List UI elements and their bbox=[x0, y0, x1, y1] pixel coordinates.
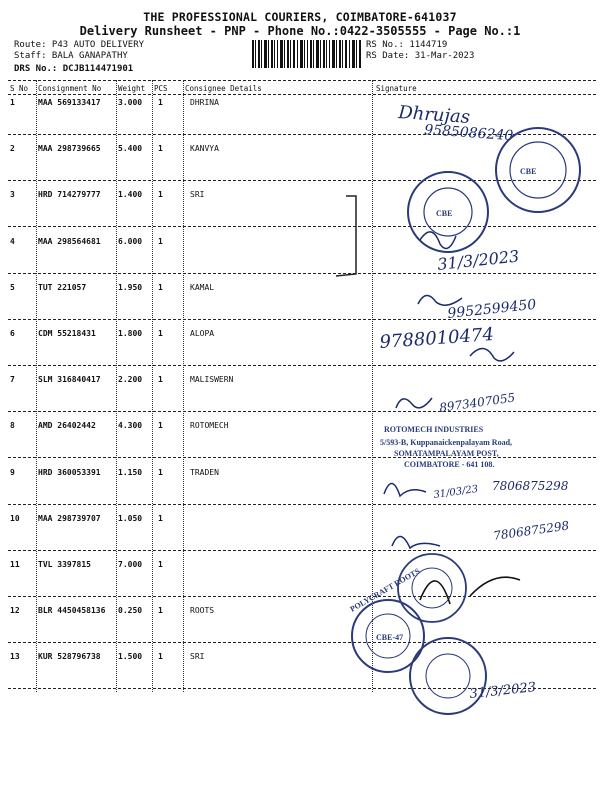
signature-dhrujas: Dhrujas bbox=[397, 102, 471, 128]
row-pcs: 1 bbox=[158, 190, 163, 199]
rs-number: RS No.: 1144719 bbox=[366, 40, 448, 50]
row-separator bbox=[8, 550, 596, 551]
row-weight: 1.800 bbox=[118, 329, 143, 338]
handwritten-phone: 9788010474 bbox=[378, 324, 495, 353]
col-header-sno: S No bbox=[10, 84, 29, 93]
row-sno: 6 bbox=[10, 329, 15, 338]
row-weight: 1.400 bbox=[118, 190, 143, 199]
row-weight: 1.500 bbox=[118, 652, 143, 661]
row-sno: 1 bbox=[10, 98, 15, 107]
staff-label: Staff: BALA GANAPATHY bbox=[14, 51, 128, 61]
row-sno: 9 bbox=[10, 468, 15, 477]
handwritten-date: 31/3/2023 bbox=[436, 246, 521, 274]
row-pcs: 1 bbox=[158, 329, 163, 338]
rotomech-stamp-line: 5/593-B, Kuppanaickenpalayam Road, bbox=[380, 438, 513, 447]
row-consignee: KANVYA bbox=[190, 144, 219, 153]
row-pcs: 1 bbox=[158, 237, 163, 246]
row-consignee: KAMAL bbox=[190, 283, 215, 292]
row-weight: 6.000 bbox=[118, 237, 143, 246]
row-weight: 5.400 bbox=[118, 144, 143, 153]
row-consignment-no: HRD 714279777 bbox=[38, 190, 101, 199]
row-pcs: 1 bbox=[158, 468, 163, 477]
col-header-signature: Signature bbox=[376, 84, 417, 93]
table-row bbox=[0, 237, 600, 283]
col-header-weight: Weight bbox=[118, 84, 146, 93]
col-header-consignment: Consignment No bbox=[38, 84, 102, 93]
rotomech-stamp-line: COIMBATORE - 641 108. bbox=[404, 460, 495, 469]
row-separator bbox=[8, 596, 596, 597]
drs-label: DRS No.: DCJB114471901 bbox=[14, 64, 134, 74]
handwritten-phone: 9585086240 bbox=[423, 122, 514, 145]
rotomech-stamp-line: SOMATAMPALAYAM POST, bbox=[394, 449, 499, 458]
row-consignment-no: SLM 316840417 bbox=[38, 375, 101, 384]
row-separator bbox=[8, 319, 596, 320]
row-weight: 0.250 bbox=[118, 606, 143, 615]
row-separator bbox=[8, 642, 596, 643]
row-sno: 13 bbox=[10, 652, 20, 661]
row-consignment-no: BLR 4450458136 bbox=[38, 606, 106, 615]
row-consignment-no: MAA 298739665 bbox=[38, 144, 101, 153]
runsheet-subtitle: Delivery Runsheet - PNP - Phone No.:0422-3505555 - Page No.:1 bbox=[79, 24, 521, 38]
row-sno: 5 bbox=[10, 283, 15, 292]
row-separator bbox=[8, 457, 596, 458]
stamp-text: CBE bbox=[520, 167, 537, 176]
row-sno: 10 bbox=[10, 514, 20, 523]
row-pcs: 1 bbox=[158, 283, 163, 292]
row-separator bbox=[8, 411, 596, 412]
row-consignee: DHRINA bbox=[190, 98, 219, 107]
row-consignment-no: TVL 3397815 bbox=[38, 560, 91, 569]
table-row bbox=[0, 421, 600, 467]
table-row bbox=[0, 560, 600, 606]
table-row bbox=[0, 375, 600, 421]
row-sno: 12 bbox=[10, 606, 20, 615]
table-row bbox=[0, 98, 600, 144]
row-weight: 1.050 bbox=[118, 514, 143, 523]
row-sno: 4 bbox=[10, 237, 15, 246]
row-consignee: SRI bbox=[190, 190, 205, 199]
handwritten-phone: 9952599450 bbox=[446, 296, 538, 322]
table-row bbox=[0, 144, 600, 190]
row-consignee: MALISWERN bbox=[190, 375, 234, 384]
polycraft-stamp-code: CBE-47 bbox=[376, 633, 404, 642]
route-label: Route: P43 AUTO DELIVERY bbox=[14, 40, 145, 50]
handwritten-phone: 7806875298 bbox=[492, 479, 569, 493]
row-weight: 4.300 bbox=[118, 421, 143, 430]
row-consignment-no: TUT 221057 bbox=[38, 283, 87, 292]
table-top-rule bbox=[8, 80, 596, 81]
row-weight: 3.000 bbox=[118, 98, 143, 107]
row-pcs: 1 bbox=[158, 514, 163, 523]
row-weight: 1.950 bbox=[118, 283, 143, 292]
row-weight: 1.150 bbox=[118, 468, 143, 477]
row-consignee: ROOTS bbox=[190, 606, 215, 615]
row-consignment-no: KUR 528796738 bbox=[38, 652, 101, 661]
row-pcs: 1 bbox=[158, 98, 163, 107]
handwritten-phone: 8973407055 bbox=[438, 390, 517, 415]
row-consignment-no: MAA 298564681 bbox=[38, 237, 101, 246]
row-separator bbox=[8, 688, 596, 689]
col-header-consignee: Consignee Details bbox=[185, 84, 262, 93]
row-sno: 8 bbox=[10, 421, 15, 430]
row-separator bbox=[8, 226, 596, 227]
row-separator bbox=[8, 180, 596, 181]
row-separator bbox=[8, 504, 596, 505]
barcode bbox=[252, 40, 362, 68]
row-consignee: ROTOMECH bbox=[190, 421, 229, 430]
handwritten-phone: 7806875298 bbox=[492, 518, 571, 543]
row-pcs: 1 bbox=[158, 144, 163, 153]
row-pcs: 1 bbox=[158, 421, 163, 430]
row-sno: 7 bbox=[10, 375, 15, 384]
row-sno: 11 bbox=[10, 560, 20, 569]
table-row bbox=[0, 190, 600, 236]
handwritten-date: 31/3/2023 bbox=[468, 680, 537, 702]
table-row bbox=[0, 468, 600, 514]
table-row bbox=[0, 514, 600, 560]
row-pcs: 1 bbox=[158, 652, 163, 661]
row-weight: 2.200 bbox=[118, 375, 143, 384]
row-consignee: TRADEN bbox=[190, 468, 219, 477]
row-weight: 7.000 bbox=[118, 560, 143, 569]
row-sno: 2 bbox=[10, 144, 15, 153]
row-consignment-no: CDM 55218431 bbox=[38, 329, 96, 338]
table-row bbox=[0, 329, 600, 375]
table-row bbox=[0, 652, 600, 698]
row-sno: 3 bbox=[10, 190, 15, 199]
row-pcs: 1 bbox=[158, 606, 163, 615]
row-pcs: 1 bbox=[158, 375, 163, 384]
table-row bbox=[0, 283, 600, 329]
polycraft-stamp-text: POLYCRAFT ROOTS bbox=[348, 566, 422, 614]
row-separator bbox=[8, 134, 596, 135]
header-bottom-rule bbox=[8, 94, 596, 95]
company-title: THE PROFESSIONAL COURIERS, COIMBATORE-641037 bbox=[143, 10, 457, 24]
rs-date: RS Date: 31-Mar-2023 bbox=[366, 51, 475, 61]
row-consignee: ALOPA bbox=[190, 329, 215, 338]
row-separator bbox=[8, 273, 596, 274]
stamp-text: CBE bbox=[436, 209, 453, 218]
row-consignment-no: HRD 360053391 bbox=[38, 468, 101, 477]
row-consignment-no: AMD 26402442 bbox=[38, 421, 96, 430]
col-header-pcs: PCS bbox=[154, 84, 168, 93]
table-row bbox=[0, 606, 600, 652]
handwritten-date: 31/03/23 bbox=[432, 483, 479, 501]
row-consignment-no: MAA 298739707 bbox=[38, 514, 101, 523]
row-consignment-no: MAA 569133417 bbox=[38, 98, 101, 107]
row-consignee: SRI bbox=[190, 652, 205, 661]
row-separator bbox=[8, 365, 596, 366]
row-pcs: 1 bbox=[158, 560, 163, 569]
rotomech-stamp-title: ROTOMECH INDUSTRIES bbox=[384, 425, 484, 434]
